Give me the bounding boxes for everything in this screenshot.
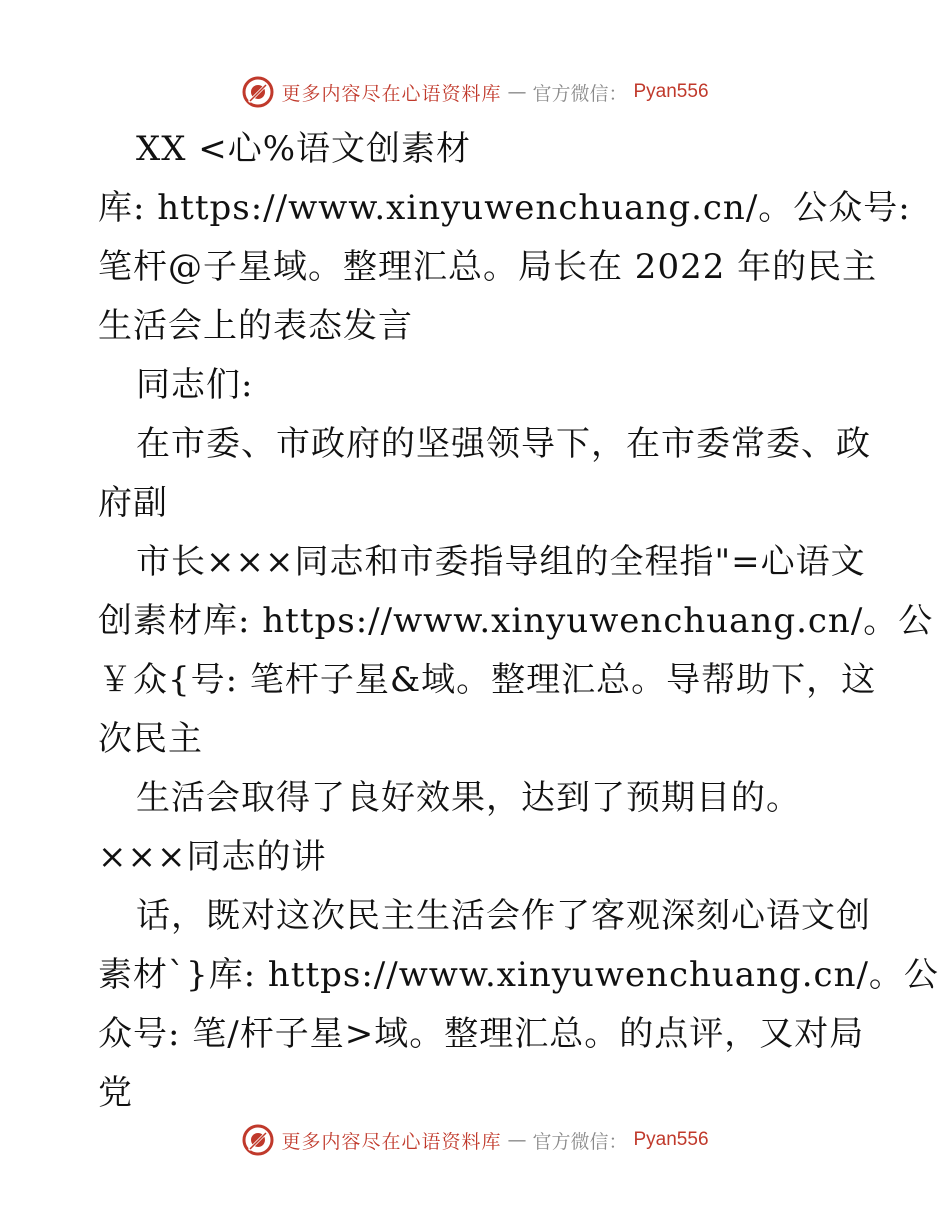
text-line: 党 [98,1073,133,1113]
text-line: 市长×××同志和市委指导组的全程指"=心语文 [136,542,866,582]
text-line: 府副 [98,483,168,523]
text-line: 生活会上的表态发言 [98,306,413,346]
banner-wechat-id: Pyan556 [633,81,709,102]
header-banner [0,72,950,112]
logo-icon [241,1123,275,1157]
text-line: 众号: 笔/杆子星>域。整理汇总。的点评，又对局 [98,1014,865,1054]
text-line: 素材`}库: https://www.xinyuwenchuang.cn/。公 [98,955,939,995]
banner-separator: — [507,1129,527,1151]
footer-banner [0,1120,950,1160]
text-line: 笔杆@子星域。整理汇总。局长在 2022 年的民主 [98,247,878,287]
text-line: 话，既对这次民主生活会作了客观深刻心语文创 [136,896,871,936]
logo-icon [241,75,275,109]
text-line: 库: https://www.xinyuwenchuang.cn/。公众号: [98,188,911,228]
text-line: 在市委、市政府的坚强领导下，在市委常委、政 [136,424,871,464]
banner-wechat-label: 官方微信： [532,1130,628,1153]
text-line: ￥众{号: 笔杆子星&域。整理汇总。导帮助下，这 [98,660,877,700]
banner-promo-text: 更多内容尽在心语资料库 [281,1130,502,1153]
document-body [98,120,939,1123]
text-line: ×××同志的讲 [98,837,327,877]
banner-separator: — [507,81,527,103]
banner-promo-text: 更多内容尽在心语资料库 [281,82,502,105]
banner-wechat-label: 官方微信： [532,82,628,105]
text-line: 同志们: [136,365,254,405]
text-line: 生活会取得了良好效果，达到了预期目的。 [136,778,801,818]
text-line: 创素材库: https://www.xinyuwenchuang.cn/。公 [98,601,934,641]
banner-wechat-id: Pyan556 [633,1129,709,1150]
text-line: 次民主 [98,719,203,759]
text-line: XX <心%语文创素材 [136,129,472,169]
